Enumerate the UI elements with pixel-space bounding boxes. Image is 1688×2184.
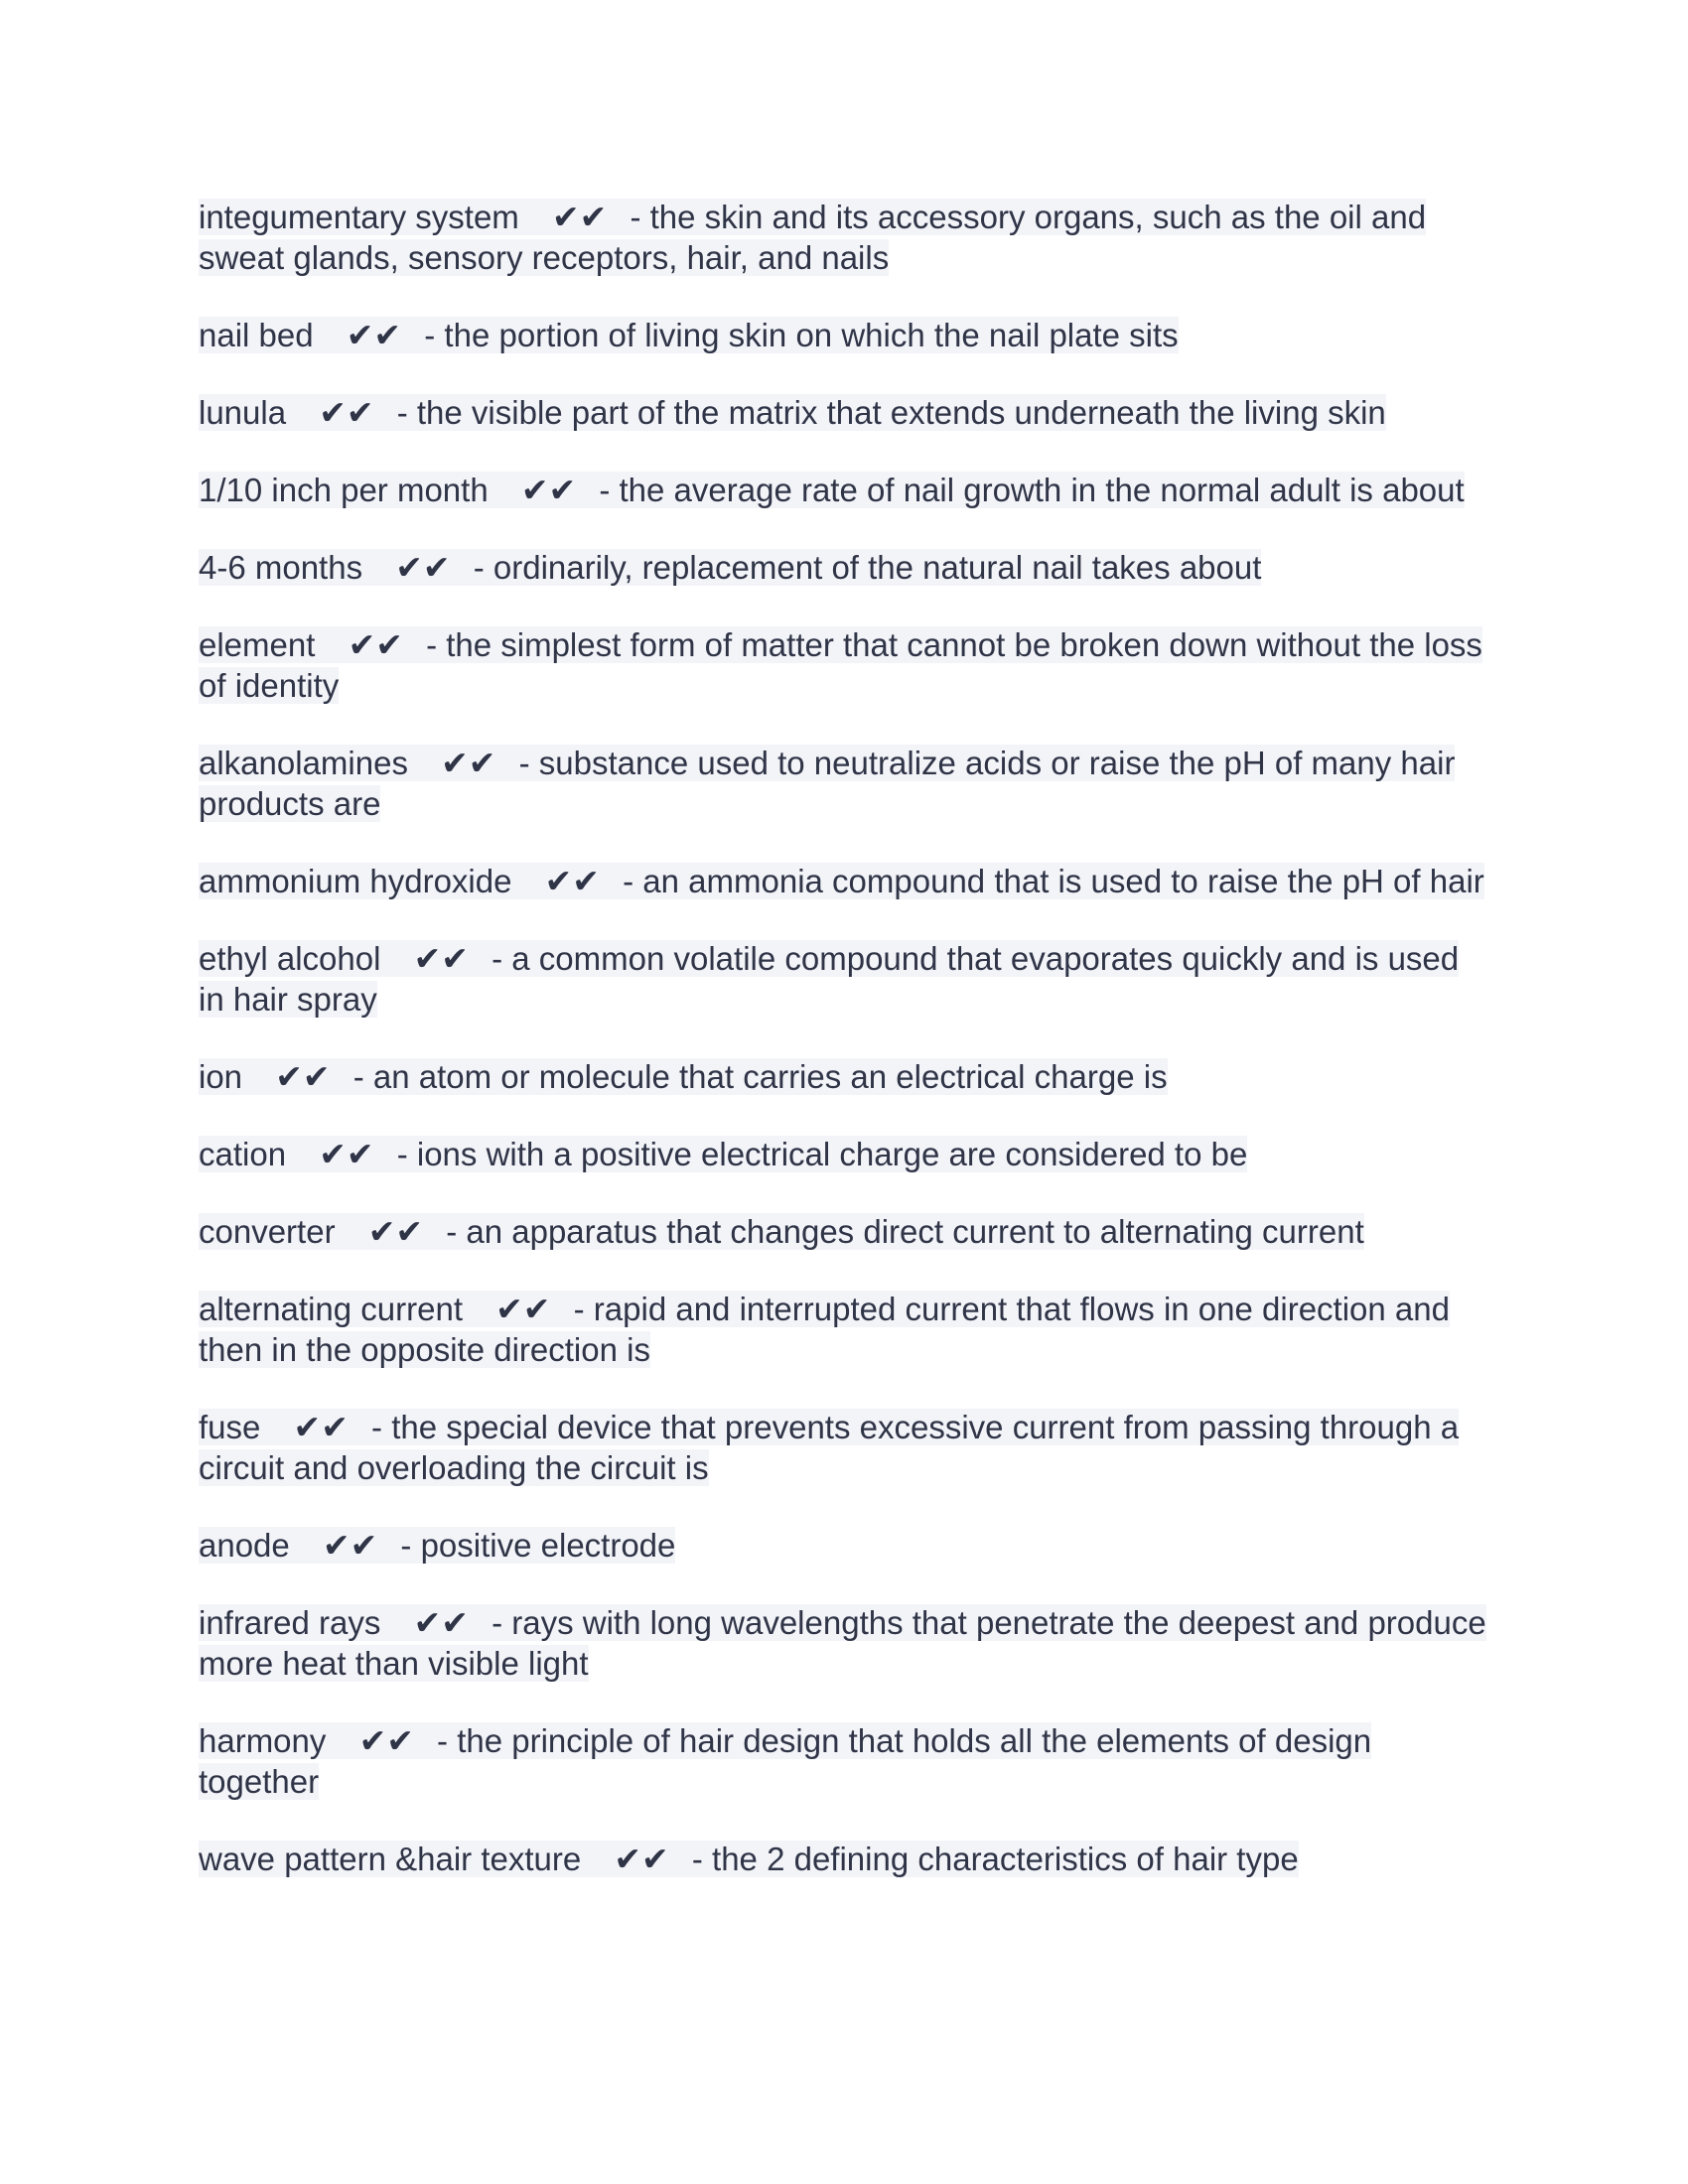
double-check-icon: ✔✔ [322,1527,378,1564]
entry-definition: - the visible part of the matrix that extends underneath the living skin [396,394,1386,431]
entry-definition: - the skin and its accessory organs, such as the oil and sweat glands, sensory receptors, hair, and nails [199,199,1427,276]
entry-definition: - an ammonia compound that is used to raise the pH of hair [623,863,1484,899]
entry-definition: - the special device that prevents excessive current from passing through a circuit and overloading the circuit is [199,1409,1460,1486]
entry-definition: - positive electrode [400,1527,676,1564]
double-check-icon: ✔✔ [495,1291,551,1327]
double-check-icon: ✔✔ [395,549,451,586]
double-check-icon: ✔✔ [346,317,402,353]
entry-nail-growth-rate [199,470,1489,510]
entry-term: alternating current [199,1291,463,1327]
entry-lunula [199,392,1489,433]
entry-definition: - ordinarily, replacement of the natural nail takes about [473,549,1262,586]
double-check-icon: ✔✔ [413,940,469,977]
entry-term: 4-6 months [199,549,363,586]
double-check-icon: ✔✔ [275,1058,331,1095]
entry-term: fuse [199,1409,261,1445]
entry-definition: - rapid and interrupted current that flows in one direction and then in the opposite direction is [199,1291,1450,1368]
double-check-icon: ✔✔ [544,863,600,899]
entry-term: nail bed [199,317,314,353]
double-check-icon: ✔✔ [319,394,374,431]
entry-nail-bed [199,315,1489,355]
entry-definition: - ions with a positive electrical charge are considered to be [396,1136,1248,1172]
entry-definition: - substance used to neutralize acids or raise the pH of many hair products are [199,745,1456,822]
entry-harmony [199,1720,1489,1802]
entry-wave-pattern-hair-texture [199,1839,1489,1879]
document-page [199,197,1489,1916]
entry-anode [199,1525,1489,1566]
double-check-icon: ✔✔ [520,472,577,508]
entry-converter [199,1211,1489,1252]
double-check-icon: ✔✔ [441,745,496,781]
entry-term: ethyl alcohol [199,940,381,977]
entry-definition: - the simplest form of matter that cannot be broken down without the loss of identity [199,626,1482,704]
entry-definition: - rays with long wavelengths that penetrate the deepest and produce more heat than visible light [199,1604,1486,1682]
entry-cation [199,1134,1489,1174]
entry-definition: - the principle of hair design that holds all the elements of design together [199,1722,1372,1800]
entry-term: converter [199,1213,336,1250]
entry-term: lunula [199,394,287,431]
double-check-icon: ✔✔ [367,1213,424,1250]
entry-term: integumentary system [199,199,519,235]
entry-definition: - an apparatus that changes direct current to alternating current [446,1213,1364,1250]
entry-term: 1/10 inch per month [199,472,489,508]
double-check-icon: ✔✔ [293,1409,349,1445]
entry-alternating-current [199,1289,1489,1370]
entry-definition: - the average rate of nail growth in the normal adult is about [599,472,1465,508]
entry-ethyl-alcohol [199,938,1489,1020]
entry-term: harmony [199,1722,327,1759]
entry-term: element [199,626,316,663]
double-check-icon: ✔✔ [614,1841,669,1877]
entry-definition: - the portion of living skin on which the nail plate sits [424,317,1179,353]
entry-term: alkanolamines [199,745,408,781]
double-check-icon: ✔✔ [348,626,403,663]
entry-infrared-rays [199,1602,1489,1684]
entry-fuse [199,1407,1489,1488]
entry-ammonium-hydroxide [199,861,1489,901]
double-check-icon: ✔✔ [319,1136,374,1172]
entry-term: infrared rays [199,1604,381,1641]
entry-definition: - the 2 defining characteristics of hair type [691,1841,1299,1877]
double-check-icon: ✔✔ [551,199,608,235]
double-check-icon: ✔✔ [358,1722,414,1759]
entry-term: wave pattern &hair texture [199,1841,582,1877]
entry-alkanolamines [199,743,1489,824]
entry-term: anode [199,1527,290,1564]
entry-element [199,624,1489,706]
entry-definition: - an atom or molecule that carries an electrical charge is [352,1058,1168,1095]
double-check-icon: ✔✔ [413,1604,469,1641]
entry-term: cation [199,1136,287,1172]
entry-term: ammonium hydroxide [199,863,512,899]
entry-nail-replacement [199,547,1489,588]
entry-ion [199,1056,1489,1097]
entry-term: ion [199,1058,243,1095]
entry-definition: - a common volatile compound that evaporates quickly and is used in hair spray [199,940,1460,1018]
entry-integumentary-system [199,197,1489,278]
